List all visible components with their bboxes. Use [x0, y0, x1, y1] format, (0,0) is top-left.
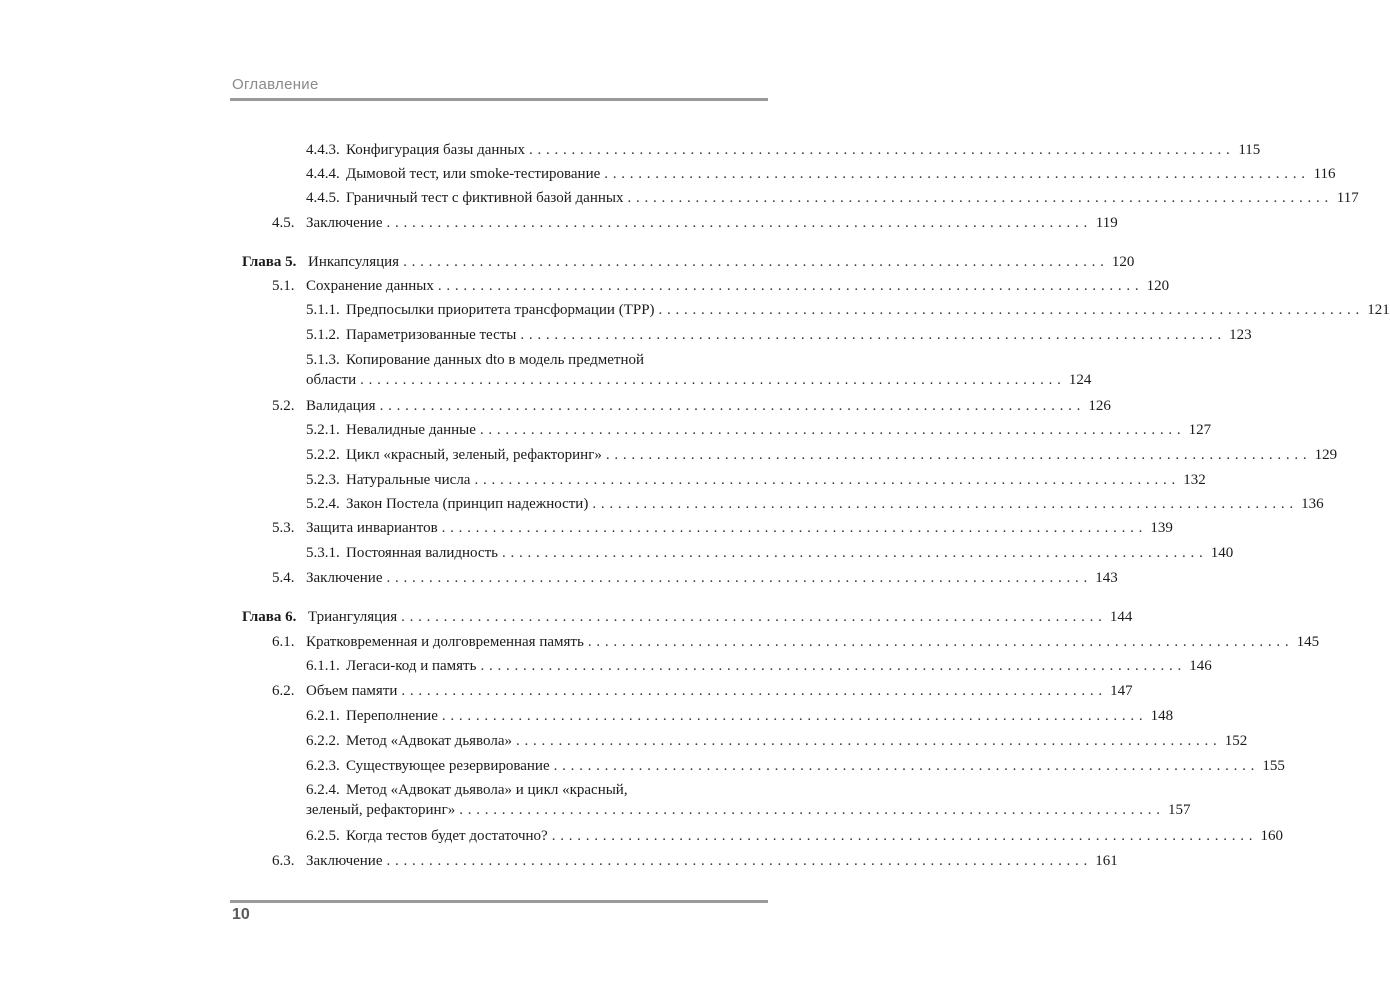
toc-number: 5.2.4.	[306, 496, 340, 512]
toc-subsection-entry[interactable]	[306, 756, 1285, 776]
toc-title: Когда тестов будет достаточно?	[346, 828, 548, 844]
toc-page-number: 144	[1109, 609, 1133, 625]
page-number: 10	[232, 906, 250, 923]
toc-title: Параметризованные тесты	[346, 327, 517, 343]
toc-title: Конфигурация базы данных	[346, 142, 526, 158]
toc-subsection-entry[interactable]	[306, 470, 1206, 490]
running-head: Оглавление	[232, 76, 319, 93]
toc-number: 6.2.	[272, 683, 295, 699]
toc-number: 6.2.1.	[306, 708, 340, 724]
toc-number: 5.2.3.	[306, 472, 340, 488]
toc-page-number: 115	[1238, 142, 1261, 158]
leader-dots	[588, 632, 1289, 652]
toc-title: Заключение	[306, 570, 383, 586]
toc-number: 5.3.1.	[306, 545, 340, 561]
leader-dots	[442, 518, 1143, 538]
toc-page-number: 124	[1068, 372, 1092, 388]
toc-page-number: 148	[1150, 708, 1174, 724]
toc-title-continuation: зеленый, рефакторинг»	[306, 802, 456, 818]
toc-title: Кратковременная и долговременная память	[306, 634, 584, 650]
toc-number: 5.2.	[272, 398, 295, 414]
toc-number: 6.1.	[272, 634, 295, 650]
toc-number: 4.4.3.	[306, 142, 340, 158]
toc-number: 6.2.5.	[306, 828, 340, 844]
toc-title: Валидация	[306, 398, 376, 414]
toc-subsection-entry[interactable]	[306, 164, 1336, 184]
toc-title: Предпосылки приоритета трансформации (TPP)	[346, 302, 655, 318]
toc-title: Метод «Адвокат дьявола»	[346, 733, 512, 749]
toc-title: Триангуляция	[308, 609, 398, 625]
footer-rule	[230, 900, 768, 903]
toc-page-number: 120	[1146, 278, 1170, 294]
toc-number: 5.3.	[272, 520, 295, 536]
toc-section-entry[interactable]	[272, 276, 1170, 296]
toc-section-entry[interactable]	[272, 568, 1118, 588]
toc-page-number: 136	[1301, 496, 1324, 512]
toc-number: 6.2.4.	[306, 782, 340, 798]
toc-subsection-entry[interactable]	[306, 140, 1261, 160]
toc-page-number: 152	[1224, 733, 1248, 749]
leader-dots	[442, 706, 1143, 726]
toc-subsection-entry[interactable]	[306, 731, 1248, 751]
leader-dots	[627, 188, 1328, 208]
toc-number: 4.4.4.	[306, 166, 340, 182]
leader-dots	[480, 656, 1181, 676]
toc-subsection-entry[interactable]	[306, 494, 1324, 514]
toc-title: Копирование данных dto в модель предметной	[346, 352, 645, 368]
toc-page-number: 143	[1095, 570, 1118, 586]
toc-title: Переполнение	[346, 708, 438, 724]
toc-number: 4.5.	[272, 215, 295, 231]
toc-subsection-entry[interactable]	[306, 300, 1390, 320]
toc-section-entry[interactable]	[272, 213, 1118, 233]
leader-dots	[554, 756, 1255, 776]
leader-dots	[459, 800, 1160, 820]
toc-title: Объем памяти	[306, 683, 398, 699]
toc-number: 5.4.	[272, 570, 295, 586]
toc-subsection-entry[interactable]	[306, 350, 1092, 390]
toc-page-number: 129	[1314, 447, 1338, 463]
toc-number: 5.2.2.	[306, 447, 340, 463]
leader-dots	[387, 213, 1088, 233]
toc-number: 6.2.2.	[306, 733, 340, 749]
leader-dots	[438, 276, 1139, 296]
leader-dots	[604, 164, 1305, 184]
leader-dots	[516, 731, 1217, 751]
toc-number: 6.3.	[272, 853, 295, 869]
toc-subsection-entry[interactable]	[306, 188, 1359, 208]
toc-page-number: 127	[1188, 422, 1212, 438]
toc-subsection-entry[interactable]	[306, 543, 1234, 563]
toc-page-number: 146	[1189, 658, 1212, 674]
toc-subsection-entry[interactable]	[306, 826, 1283, 846]
leader-dots	[480, 420, 1181, 440]
toc-title: Защита инвариантов	[306, 520, 438, 536]
toc-title: Существующее резервирование	[346, 758, 550, 774]
toc-number: 5.1.3.	[306, 352, 340, 368]
toc-page-number: 145	[1296, 634, 1320, 650]
toc-page-number: 160	[1260, 828, 1283, 844]
toc-title: Дымовой тест, или smoke-тестирование	[346, 166, 601, 182]
toc-title-continuation: области	[306, 372, 357, 388]
toc-chapter-entry[interactable]	[242, 252, 1135, 272]
toc-subsection-entry[interactable]	[306, 325, 1252, 345]
toc-number: 4.4.5.	[306, 190, 340, 206]
toc-number: 5.2.1.	[306, 422, 340, 438]
toc-title: Натуральные числа	[346, 472, 471, 488]
leader-dots	[552, 826, 1253, 846]
toc-section-entry[interactable]	[272, 396, 1111, 416]
toc-page-number: 161	[1095, 853, 1118, 869]
toc-page-number: 147	[1110, 683, 1133, 699]
leader-dots	[401, 681, 1102, 701]
toc-page-number: 140	[1210, 545, 1234, 561]
toc-title: Граничный тест с фиктивной базой данных	[346, 190, 624, 206]
toc-section-entry[interactable]	[272, 518, 1173, 538]
toc-page-number: 132	[1183, 472, 1206, 488]
toc-subsection-entry[interactable]	[306, 780, 1191, 820]
toc-section-entry[interactable]	[272, 632, 1320, 652]
toc-chapter-entry[interactable]	[242, 607, 1133, 627]
leader-dots	[387, 568, 1088, 588]
toc-section-entry[interactable]	[272, 681, 1133, 701]
toc-number: 6.1.1.	[306, 658, 340, 674]
leader-dots	[360, 370, 1061, 390]
leader-dots	[529, 140, 1230, 160]
leader-dots	[403, 252, 1104, 272]
toc-page-number: 117	[1336, 190, 1359, 206]
toc-title: Легаси-код и память	[346, 658, 477, 674]
leader-dots	[401, 607, 1102, 627]
leader-dots	[606, 445, 1307, 465]
toc-subsection-entry[interactable]	[306, 420, 1212, 440]
toc-page-number: 119	[1095, 215, 1118, 231]
toc-title: Цикл «красный, зеленый, рефакторинг»	[346, 447, 602, 463]
toc-number: 5.1.2.	[306, 327, 340, 343]
toc-subsection-entry[interactable]	[306, 656, 1212, 676]
leader-dots	[502, 543, 1203, 563]
toc-page-number: 121	[1367, 302, 1390, 318]
toc-page-number: 116	[1313, 166, 1336, 182]
toc-number: Глава 5.	[242, 254, 297, 270]
toc-number: Глава 6.	[242, 609, 297, 625]
toc-number: 5.1.1.	[306, 302, 340, 318]
leader-dots	[387, 851, 1088, 871]
toc-page-number: 123	[1229, 327, 1252, 343]
toc-page-number: 126	[1088, 398, 1111, 414]
leader-dots	[592, 494, 1293, 514]
toc-title: Инкапсуляция	[308, 254, 400, 270]
toc-page-number: 157	[1167, 802, 1191, 818]
leader-dots	[520, 325, 1221, 345]
toc-subsection-entry[interactable]	[306, 445, 1338, 465]
toc-section-entry[interactable]	[272, 851, 1118, 871]
toc-number: 6.2.3.	[306, 758, 340, 774]
toc-subsection-entry[interactable]	[306, 706, 1174, 726]
toc-title: Сохранение данных	[306, 278, 434, 294]
toc-title: Невалидные данные	[346, 422, 476, 438]
toc-title: Закон Постела (принцип надежности)	[346, 496, 589, 512]
leader-dots	[659, 300, 1360, 320]
toc-page-number: 120	[1111, 254, 1135, 270]
toc-page-number: 139	[1150, 520, 1173, 536]
toc-title: Постоянная валидность	[346, 545, 498, 561]
toc-title: Метод «Адвокат дьявола» и цикл «красный,	[346, 782, 628, 798]
toc-page-number: 155	[1262, 758, 1285, 774]
toc-title: Заключение	[306, 215, 383, 231]
toc-title: Заключение	[306, 853, 383, 869]
toc-number: 5.1.	[272, 278, 295, 294]
leader-dots	[474, 470, 1175, 490]
leader-dots	[380, 396, 1081, 416]
